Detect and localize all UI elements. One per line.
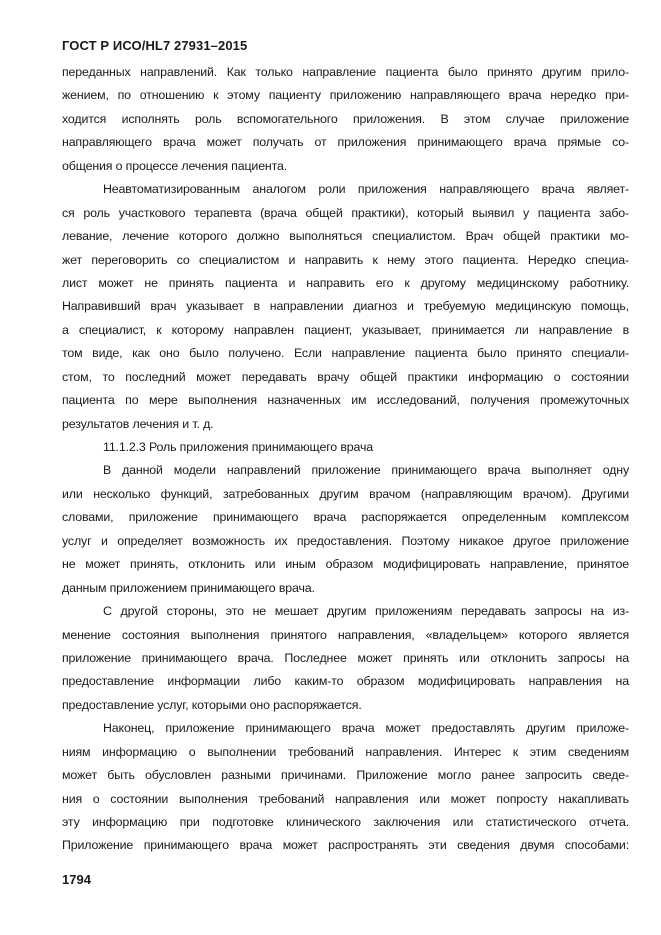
text-line: общения о процессе лечения пациента.: [62, 158, 288, 173]
text-line: а специалист, к которому направлен пациент, указывает, принимается ли направление в: [62, 322, 629, 337]
document-body: [62, 61, 629, 858]
document-header: ГОСТ Р ИСО/HL7 27931–2015: [62, 38, 248, 53]
text-line: С другой стороны, это не мешает другим приложениям передавать запросы на из-: [103, 604, 629, 619]
text-line: не может принять, отклонить или иным образом модифицировать направление, принятое: [62, 557, 629, 572]
text-line: стом, то последний может передавать врачу общей практики информацию о состоянии: [62, 369, 629, 384]
page-number: 1794: [62, 872, 91, 887]
text-line: пациента по мере выполнения назначенных им исследований, получения промежуточных: [62, 393, 629, 408]
text-line: Приложение принимающего врача может распространять эти сведения двумя способами:: [62, 838, 629, 853]
text-line: ся роль участкового терапевта (врача общей практики), который выявил у пациента забо-: [62, 205, 629, 220]
text-line: В данной модели направлений приложение принимающего врача выполняет одну: [103, 463, 629, 478]
text-line: приложение принимающего врача. Последнее может принять или отклонить запросы на: [62, 650, 629, 665]
text-line: ниям информацию о выполнении требований направления. Интерес к этим сведениям: [62, 744, 629, 759]
text-line: предоставление информации либо каким-то образом модифицировать направления на: [62, 674, 629, 689]
text-line: результатов лечения и т. д.: [62, 416, 214, 431]
text-line: предоставление услуг, которыми оно распоряжается.: [62, 697, 362, 712]
text-line: переданных направлений. Как только направление пациента было принято другим прило-: [62, 65, 629, 79]
text-line: менение состояния выполнения принятого направления, «владельцем» которого является: [62, 627, 629, 642]
text-line: жением, по отношению к этому пациенту приложению направляющего врача нередко при-: [62, 88, 629, 103]
text-line: данным приложением принимающего врача.: [62, 580, 315, 595]
text-line: Наконец, приложение принимающего врача может предоставлять другим приложе-: [103, 721, 629, 736]
text-line: 11.1.2.3 Роль приложения принимающего врача: [103, 440, 374, 454]
text-line: ходится исполнять роль вспомогательного приложения. В этом случае приложение: [62, 111, 629, 126]
text-line: левание, лечение которого должно выполняться специалистом. Врач общей практики мо-: [62, 229, 629, 244]
text-line: направляющего врача может получать от приложения принимающего врача прямые со-: [62, 135, 629, 150]
text-line: словами, приложение принимающего врача распоряжается определенным комплексом: [62, 510, 629, 525]
text-line: жет переговорить со специалистом и направить к нему этого пациента. Нередко специа-: [62, 252, 629, 267]
text-line: эту информацию при подготовке клинического заключения или статистического отчета.: [62, 815, 629, 829]
text-line: том виде, как оно было получено. Если направление пациента было принято специали-: [62, 346, 629, 361]
text-line: Направивший врач указывает в направлении диагноз и требуемую медицинскую помощь,: [62, 299, 629, 314]
text-line: может быть обусловлен разными причинами. Приложение могло ранее запросить сведе-: [62, 768, 629, 783]
text-line: лист может не принять пациента и направить его к другому медицинскому работнику.: [62, 275, 629, 290]
text-line: ния о состоянии выполнения требований направления или может попросту накапливать: [62, 791, 629, 806]
text-line: или несколько функций, затребованных другим врачом (направляющим врачом). Другими: [62, 486, 629, 501]
text-line: Неавтоматизированным аналогом роли приложения направляющего врача являет-: [103, 182, 629, 197]
text-line: услуг и определяет возможность их предоставления. Поэтому никакое другое приложение: [62, 533, 629, 548]
